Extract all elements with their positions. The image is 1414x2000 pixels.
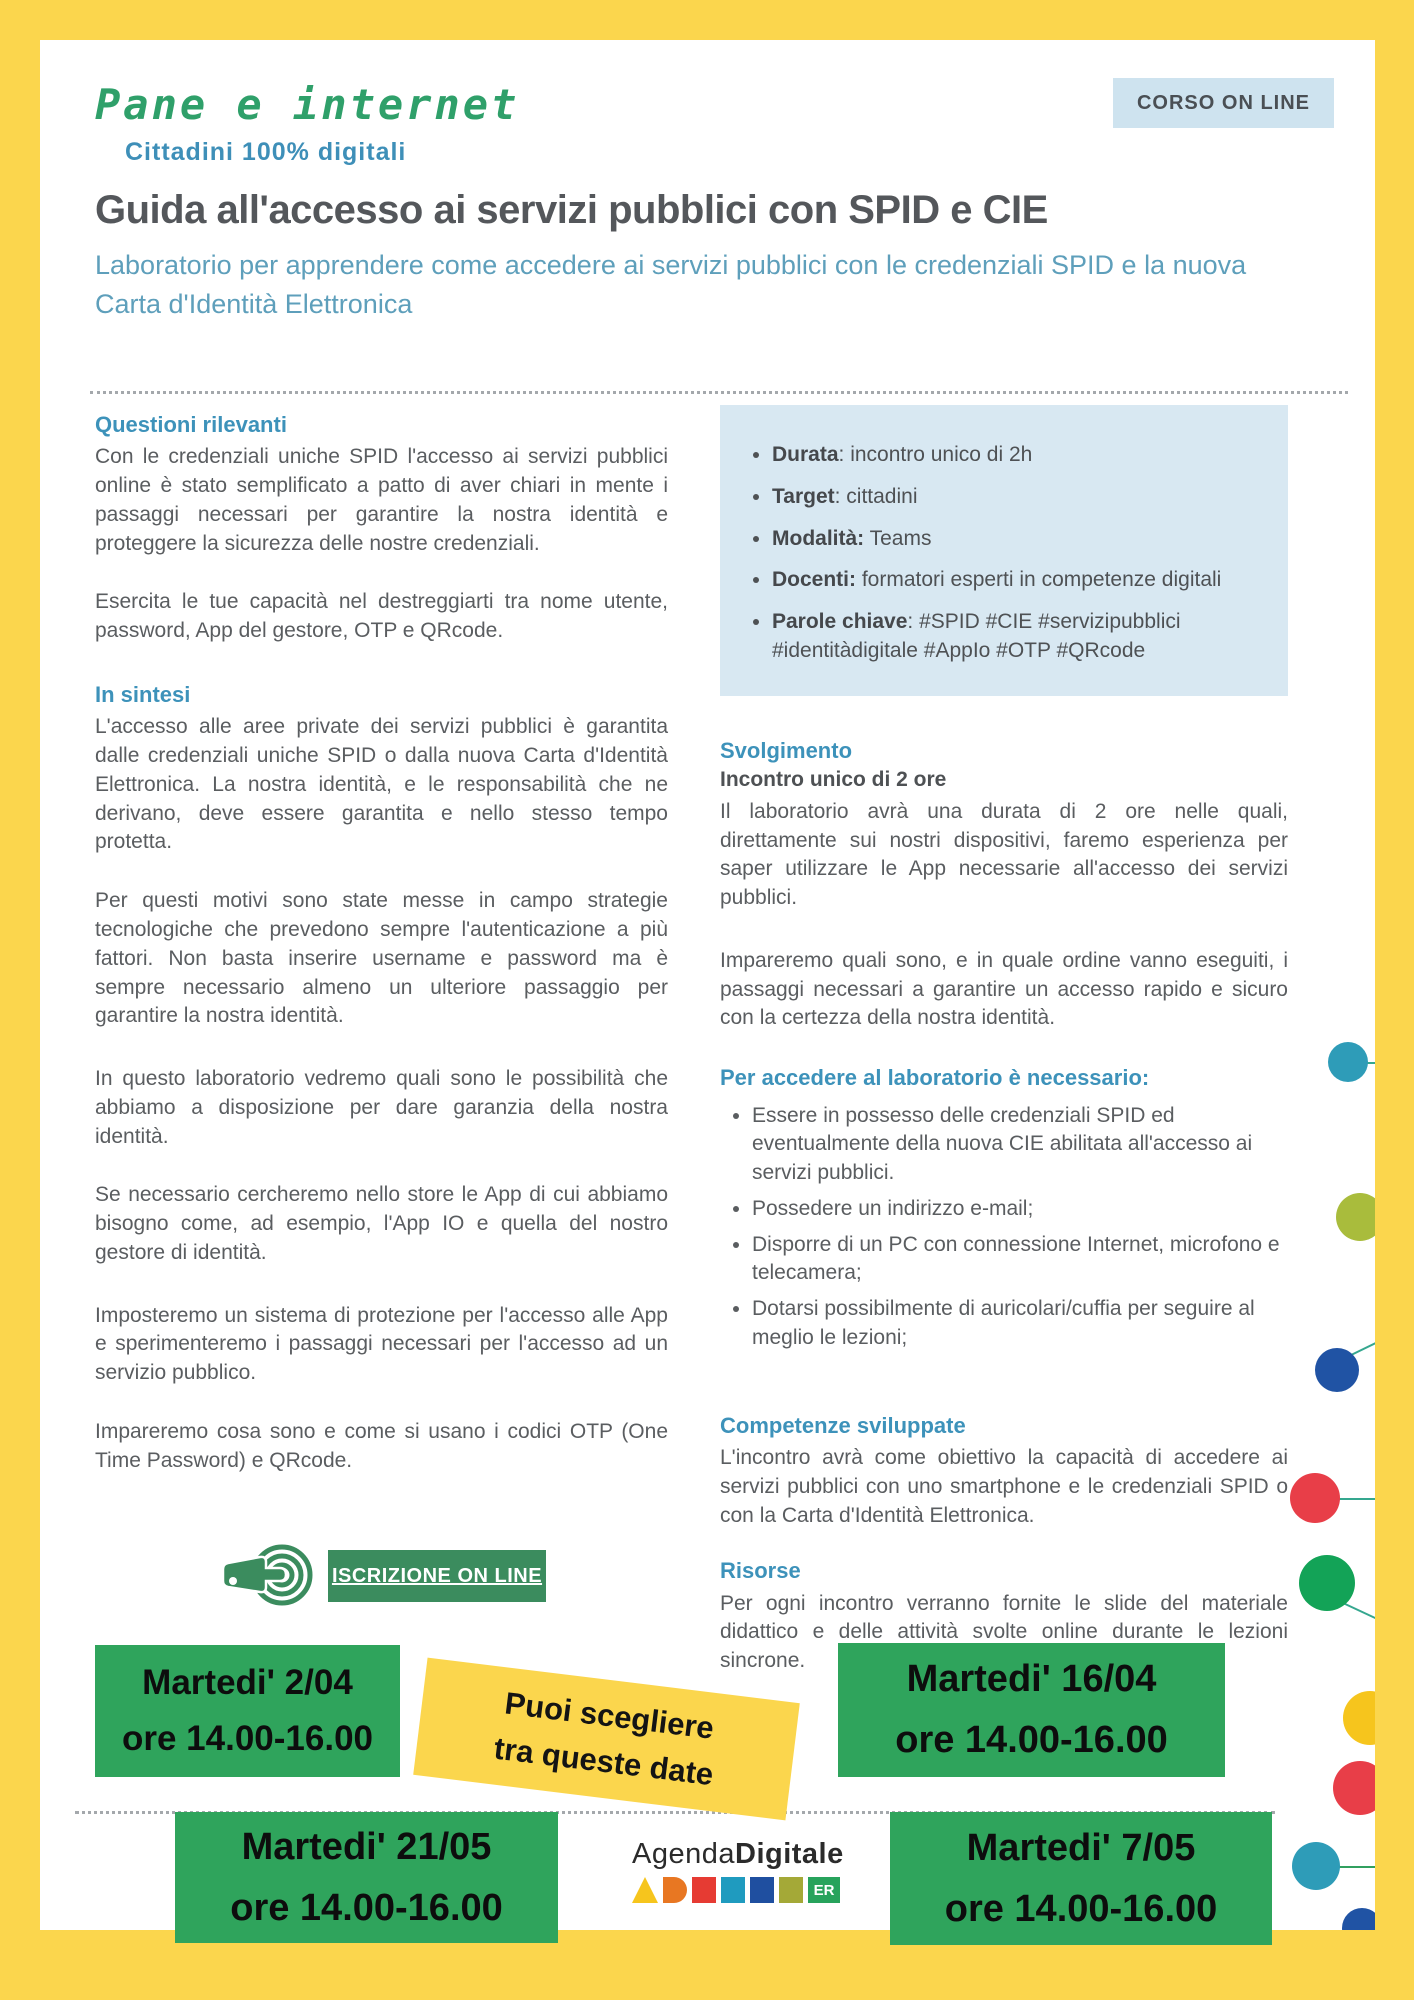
info-item-parole-chiave: • Parole chiave: #SPID #CIE #servizipubblici #identitàdigitale #AppIo #OTP #QRcode (772, 608, 1264, 666)
paragraph: Impareremo quali sono, e in quale ordine vanno eseguiti, i passaggi necessari a garantire un accesso rapido e sicuro con la certezza della nostra identità. (720, 948, 1288, 1030)
section-heading-sintesi: In sintesi (95, 681, 191, 707)
decor-circle-blue (1315, 1348, 1359, 1392)
er-badge: ER (808, 1877, 840, 1903)
dotted-divider-top (90, 391, 1348, 394)
paragraph: Il laboratorio avrà una durata di 2 ore nelle quali, direttamente sui nostri dispositivi, faremo esperienza per saper utilizzare le App necessarie all'accesso dei servizi pubblici. (720, 799, 1288, 910)
date-day: Martedi' 7/05 (966, 1826, 1196, 1869)
date-time: ore 14.00-16.00 (944, 1887, 1218, 1930)
paragraph: Per ogni incontro verranno fornite le slide del materiale didattico e delle attività svolte online durante le lezioni sincrone. (720, 1591, 1288, 1673)
decor-circle-olive (1336, 1193, 1375, 1241)
section-heading-svolgimento: Svolgimento (720, 737, 853, 763)
date-time: ore 14.00-16.00 (895, 1719, 1168, 1761)
decor-line (1338, 1498, 1375, 1500)
tag-line: Puoi scegliere (502, 1684, 716, 1746)
svolgimento-subheading: Incontro unico di 2 ore (720, 767, 947, 791)
date-day: Martedi' 16/04 (906, 1658, 1157, 1701)
decor-circle-teal (1328, 1042, 1368, 1082)
paragraph: Imposteremo un sistema di protezione per l'accesso alle App e sperimenteremo i passaggi necessari per l'accesso ad un servizio pubblico. (95, 1303, 668, 1385)
section-heading-accesso: Per accedere al laboratorio è necessario: (720, 1065, 1150, 1091)
decor-circle-blue (1342, 1908, 1375, 1930)
triangle-shape (632, 1877, 658, 1903)
date-slot-3 (175, 1812, 558, 1943)
iscrizione-online-button[interactable]: ISCRIZIONE ON LINE (328, 1550, 546, 1602)
pane-e-internet-logo: Pane e internet (95, 80, 520, 129)
info-item-target: • Target: cittadini (772, 483, 1264, 512)
paragraph: Con le credenziali uniche SPID l'accesso ai servizi pubblici online è stato semplificato a patto di aver chiari in mente i passaggi necessari per garantire la nostra identità e proteggere la sicurezza delle nostre credenziali. (95, 445, 668, 555)
info-item-durata: • Durata: incontro unico di 2h (772, 441, 1264, 470)
info-item-docenti: • Docenti: formatori esperti in competenze digitali (772, 566, 1264, 595)
page-title: Guida all'accesso ai servizi pubblici con SPID e CIE (95, 188, 1048, 232)
date-slot-2 (838, 1643, 1225, 1777)
agenda-digitale-wordmark: AgendaDigitale (632, 1838, 844, 1870)
date-time: ore 14.00-16.00 (230, 1886, 503, 1929)
paragraph: Impareremo cosa sono e come si usano i codici OTP (One Time Password) e QRcode. (95, 1419, 668, 1472)
date-day: Martedi' 2/04 (142, 1663, 353, 1702)
decor-line (1338, 1866, 1375, 1868)
tag-line: tra queste date (492, 1730, 716, 1793)
section-heading-questioni: Questioni rilevanti (95, 412, 287, 437)
list-item: • Dotarsi possibilmente di auricolari/cuffia per seguire al meglio le lezioni; (752, 1295, 1288, 1353)
blue-square-shape (750, 1877, 774, 1903)
paragraph: L'accesso alle aree private dei servizi pubblici è garantita dalle credenziali uniche SPID o dalla nuova Carta d'Identità Elettronica. La nostra identità, e le responsabilità che ne derivano, deve essere garantita e nello stesso tempo protetta. (95, 715, 668, 854)
agenda-digitale-logo (632, 1838, 844, 1903)
agenda-digitale-shapes (632, 1877, 844, 1903)
section-heading-risorse: Risorse (720, 1558, 801, 1584)
date-day: Martedi' 21/05 (241, 1825, 492, 1868)
decor-line (1343, 1602, 1375, 1626)
page-subtitle: Laboratorio per apprendere come accedere ai servizi pubblici con le credenziali SPID e la nuova Carta d'Identità Elettronica (95, 250, 1247, 320)
logo-tagline: Cittadini 100% digitali (125, 138, 407, 166)
decor-circle-green (1299, 1555, 1355, 1611)
flyer-page (40, 40, 1375, 1930)
right-column (720, 405, 1288, 1676)
list-item: • Disporre di un PC con connessione Internet, microfono e telecamera; (752, 1231, 1288, 1289)
list-item: • Possedere un indirizzo e-mail; (752, 1195, 1288, 1224)
date-slot-1 (95, 1645, 400, 1777)
info-item-modalita: • Modalità: Teams (772, 525, 1264, 554)
course-info-box (720, 405, 1288, 696)
decor-circle-red (1290, 1473, 1340, 1523)
date-time: ore 14.00-16.00 (121, 1719, 373, 1758)
list-item: • Essere in possesso delle credenziali SPID ed eventualmente della nuova CIE abilitata all'accesso ai servizi pubblici. (752, 1102, 1288, 1188)
red-square-shape (692, 1877, 716, 1903)
hand-press-target-icon (220, 1540, 314, 1615)
requirements-list (720, 1102, 1288, 1353)
date-slot-4 (890, 1812, 1272, 1945)
corso-online-badge: CORSO ON LINE (1113, 78, 1334, 128)
left-column (95, 412, 668, 1505)
decor-circle-red (1333, 1761, 1375, 1815)
decor-circle-teal (1292, 1842, 1340, 1890)
decor-circle-yellow (1343, 1691, 1375, 1745)
paragraph: Per questi motivi sono state messe in campo strategie tecnologiche che prevedono sempre l'autenticazione a più fattori. Non basta inserire username e password ma è sempre necessario almeno un ulteriore passaggio per garantire la nostra identità. (95, 889, 668, 1028)
half-circle-shape (663, 1877, 687, 1903)
paragraph: In questo laboratorio vedremo quali sono le possibilità che abbiamo a disposizione per dare garanzia della nostra identità. (95, 1067, 668, 1148)
olive-square-shape (779, 1877, 803, 1903)
paragraph: L'incontro avrà come obiettivo la capacità di accedere ai servizi pubblici con uno smartphone e le credenziali SPID o con la Carta d'Identità Elettronica. (720, 1446, 1288, 1527)
section-heading-competenze: Competenze sviluppate (720, 1412, 966, 1438)
paragraph: Esercita le tue capacità nel destreggiarti tra nome utente, password, App del gestore, OTP e QRcode. (95, 590, 668, 643)
teal-square-shape (721, 1877, 745, 1903)
paragraph: Se necessario cercheremo nello store le App di cui abbiamo bisogno come, ad esempio, l'App IO e quella del nostro gestore di identità. (95, 1183, 668, 1264)
